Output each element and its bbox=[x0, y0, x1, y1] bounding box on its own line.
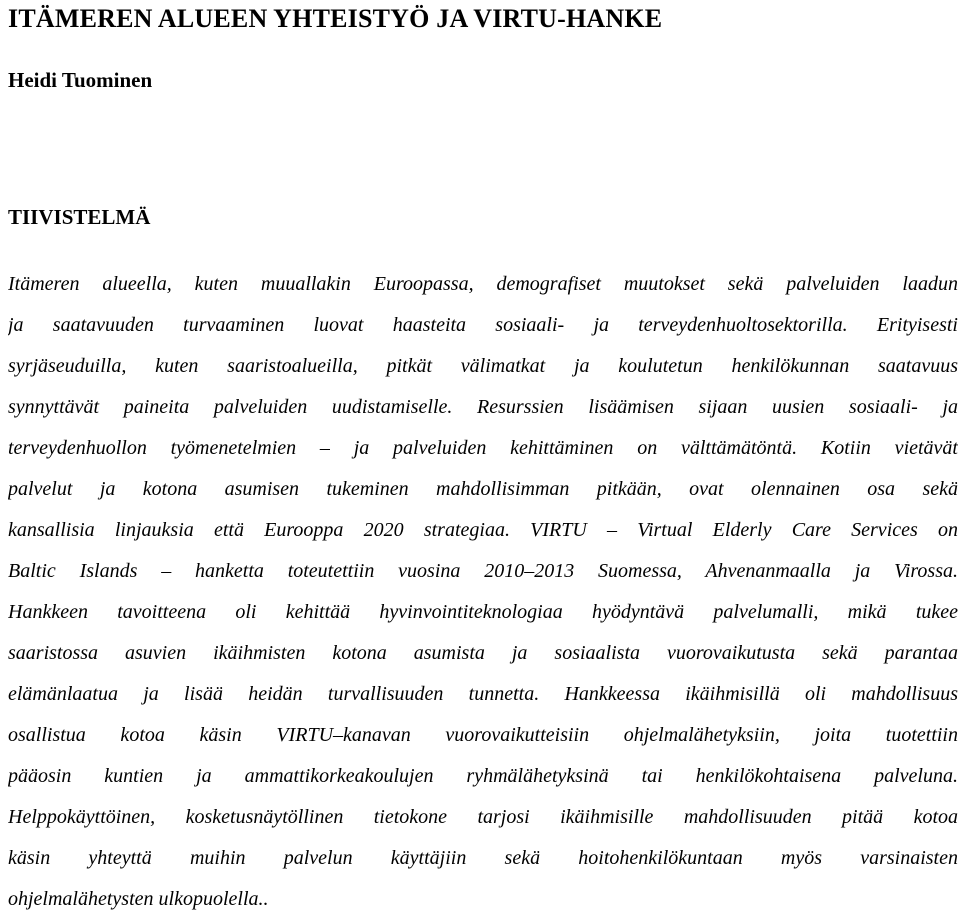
abstract-line: käsin yhteyttä muihin palvelun käyttäjiin sekä hoitohenkilökuntaan myös varsinaisten bbox=[8, 847, 958, 869]
abstract-line: palvelut ja kotona asumisen tukeminen mahdollisimman pitkään, ovat olennainen osa sekä bbox=[8, 478, 958, 500]
abstract-line: ohjelmalähetysten ulkopuolella.. bbox=[8, 888, 269, 910]
abstract-line: Baltic Islands – hanketta toteutettiin vuosina 2010–2013 Suomessa, Ahvenanmaalla ja Virossa. bbox=[8, 560, 958, 582]
abstract-line: Helppokäyttöinen, kosketusnäytöllinen tietokone tarjosi ikäihmisille mahdollisuuden pitää kotoa bbox=[8, 806, 958, 828]
abstract-line: syrjäseuduilla, kuten saaristoalueilla, pitkät välimatkat ja koulutetun henkilökunnan saatavuus bbox=[8, 355, 958, 377]
abstract-heading: TIIVISTELMÄ bbox=[8, 205, 151, 229]
abstract-line: terveydenhuollon työmenetelmien – ja palveluiden kehittäminen on välttämätöntä. Kotiin vietävät bbox=[8, 437, 958, 459]
abstract-line: kansallisia linjauksia että Eurooppa 2020 strategiaa. VIRTU – Virtual Elderly Care Services on bbox=[8, 519, 958, 541]
document-title: ITÄMEREN ALUEEN YHTEISTYÖ JA VIRTU-HANKE bbox=[8, 4, 663, 33]
abstract-line: synnyttävät paineita palveluiden uudistamiselle. Resurssien lisäämisen sijaan uusien sosiaali- ja bbox=[8, 396, 958, 418]
abstract-line: ja saatavuuden turvaaminen luovat haasteita sosiaali- ja terveydenhuoltosektorilla. Erityisesti bbox=[8, 314, 958, 336]
author-name: Heidi Tuominen bbox=[8, 68, 153, 92]
abstract-line: elämänlaatua ja lisää heidän turvallisuuden tunnetta. Hankkeessa ikäihmisillä oli mahdollisuus bbox=[8, 683, 958, 705]
abstract-line: saaristossa asuvien ikäihmisten kotona asumista ja sosiaalista vuorovaikutusta sekä parantaa bbox=[8, 642, 958, 664]
abstract-line: pääosin kuntien ja ammattikorkeakoulujen ryhmälähetyksinä tai henkilökohtaisena palveluna. bbox=[8, 765, 958, 787]
abstract-line: Hankkeen tavoitteena oli kehittää hyvinvointiteknologiaa hyödyntävä palvelumalli, mikä tukee bbox=[8, 601, 958, 623]
abstract-line: Itämeren alueella, kuten muuallakin Euroopassa, demografiset muutokset sekä palveluiden laadun bbox=[8, 273, 958, 295]
abstract-paragraph bbox=[8, 264, 958, 920]
abstract-line: osallistua kotoa käsin VIRTU–kanavan vuorovaikutteisiin ohjelmalähetyksiin, joita tuotettiin bbox=[8, 724, 958, 746]
